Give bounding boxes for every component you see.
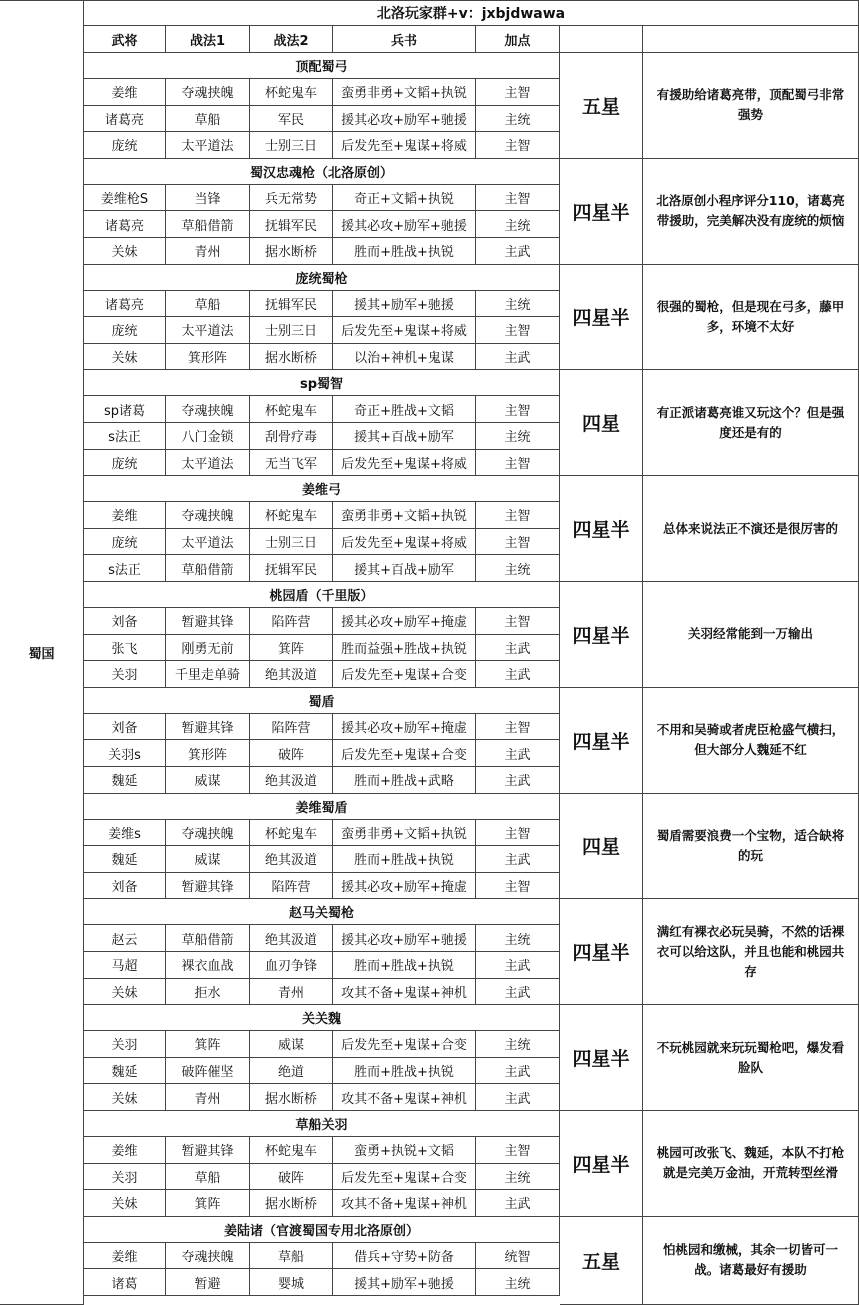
comment-cell: 不用和吴骑或者虎臣枪盛气横扫，但大部分人魏延不红	[643, 688, 859, 794]
tactic2-cell: 箕阵	[250, 635, 333, 662]
general-cell: 关妹	[84, 238, 166, 265]
tactic1-cell: 箕形阵	[166, 740, 250, 767]
points-cell: 主智	[476, 450, 560, 477]
group-name: 蜀汉忠魂枪（北洛原创）	[84, 159, 560, 185]
tactic2-cell: 据水断桥	[250, 344, 333, 371]
rating-badge: 四星半	[560, 476, 643, 582]
header-tactic1: 战法1	[166, 26, 250, 53]
general-cell: 诸葛亮	[84, 106, 166, 133]
points-cell: 主智	[476, 608, 560, 635]
comment-cell: 关羽经常能到一万输出	[643, 582, 859, 688]
points-cell: 主统	[476, 555, 560, 582]
general-cell: sp诸葛	[84, 396, 166, 423]
group-name: 庞统蜀枪	[84, 265, 560, 291]
points-cell: 主智	[476, 132, 560, 159]
manual-cell: 援其必攻+励军+驰援	[333, 106, 476, 133]
points-cell: 主武	[476, 635, 560, 662]
manual-cell: 援其+励军+驰援	[333, 291, 476, 318]
points-cell: 主武	[476, 1084, 560, 1111]
tactic2-cell: 陷阵营	[250, 714, 333, 741]
manual-cell: 攻其不备+鬼谋+神机	[333, 1084, 476, 1111]
manual-cell: 后发先至+鬼谋+将威	[333, 317, 476, 344]
general-cell: 刘备	[84, 714, 166, 741]
comment-cell: 桃园可改张飞、魏延，本队不打枪就是完美万金油，开荒转型丝滑	[643, 1111, 859, 1217]
header-manual: 兵书	[333, 26, 476, 53]
rating-badge: 四星半	[560, 688, 643, 794]
tactic1-cell: 夺魂挟魄	[166, 820, 250, 847]
tactic1-cell: 夺魂挟魄	[166, 502, 250, 529]
tactic1-cell: 青州	[166, 1084, 250, 1111]
sheet-title: 北洛玩家群+v：jxbjdwawa	[84, 0, 859, 26]
tactic2-cell: 杯蛇鬼车	[250, 1137, 333, 1164]
tactic2-cell: 婴城	[250, 1269, 333, 1296]
points-cell: 主武	[476, 979, 560, 1006]
general-cell: 姜维枪S	[84, 185, 166, 212]
group-name: 草船关羽	[84, 1111, 560, 1137]
group-name: 桃园盾（千里版）	[84, 582, 560, 608]
general-cell: 姜维	[84, 79, 166, 106]
tactic1-cell: 威谋	[166, 846, 250, 873]
tactic2-cell: 陷阵营	[250, 608, 333, 635]
header-general: 武将	[84, 26, 166, 53]
tactic2-cell: 杯蛇鬼车	[250, 502, 333, 529]
manual-cell: 奇正+胜战+文韬	[333, 396, 476, 423]
manual-cell: 蛮勇非勇+文韬+执锐	[333, 502, 476, 529]
manual-cell: 援其必攻+励军+驰援	[333, 211, 476, 238]
manual-cell: 援其必攻+励军+驰援	[333, 925, 476, 952]
points-cell: 主智	[476, 317, 560, 344]
group-name: 关关魏	[84, 1005, 560, 1031]
general-cell: 关羽	[84, 661, 166, 688]
tactic2-cell: 绝其汲道	[250, 925, 333, 952]
general-cell: 张飞	[84, 635, 166, 662]
tactic1-cell: 箕阵	[166, 1031, 250, 1058]
tactic1-cell: 草船借箭	[166, 925, 250, 952]
manual-cell: 蛮勇非勇+文韬+执锐	[333, 820, 476, 847]
group-name: 蜀盾	[84, 688, 560, 714]
tactic1-cell: 草船借箭	[166, 211, 250, 238]
rating-badge: 五星	[560, 1217, 643, 1305]
rating-badge: 四星半	[560, 159, 643, 265]
tactic1-cell: 拒水	[166, 979, 250, 1006]
comment-cell: 怕桃园和缴械，其余一切皆可一战。诸葛最好有援助	[643, 1217, 859, 1305]
comment-cell: 蜀盾需要浪费一个宝物，适合缺将的玩	[643, 794, 859, 900]
tactic2-cell: 血刃争锋	[250, 952, 333, 979]
manual-cell: 援其必攻+励军+掩虚	[333, 714, 476, 741]
tactic1-cell: 草船	[166, 1164, 250, 1191]
tactic2-cell: 士别三日	[250, 317, 333, 344]
tactic2-cell: 破阵	[250, 1164, 333, 1191]
tactic2-cell: 无当飞军	[250, 450, 333, 477]
manual-cell: 奇正+文韬+执锐	[333, 185, 476, 212]
rating-badge: 四星	[560, 794, 643, 900]
manual-cell: 后发先至+鬼谋+合变	[333, 1164, 476, 1191]
rating-badge: 四星半	[560, 582, 643, 688]
manual-cell: 胜而+胜战+执锐	[333, 238, 476, 265]
manual-cell: 胜而+胜战+执锐	[333, 1058, 476, 1085]
manual-cell: 后发先至+鬼谋+将威	[333, 529, 476, 556]
tactic1-cell: 暂避其锋	[166, 608, 250, 635]
general-cell: s法正	[84, 555, 166, 582]
manual-cell: 胜而+胜战+执锐	[333, 952, 476, 979]
manual-cell: 援其+百战+励军	[333, 423, 476, 450]
group-name: 赵马关蜀枪	[84, 899, 560, 925]
general-cell: 关妹	[84, 344, 166, 371]
general-cell: 诸葛亮	[84, 291, 166, 318]
comment-cell: 不玩桃园就来玩玩蜀枪吧，爆发看脸队	[643, 1005, 859, 1111]
tactic1-cell: 太平道法	[166, 317, 250, 344]
tactic1-cell: 太平道法	[166, 450, 250, 477]
points-cell: 主武	[476, 1058, 560, 1085]
comment-cell: 很强的蜀枪，但是现在弓多，藤甲多，环境不太好	[643, 265, 859, 371]
general-cell: 诸葛亮	[84, 211, 166, 238]
general-cell: 姜维	[84, 502, 166, 529]
group-name: 姜维蜀盾	[84, 794, 560, 820]
tactic2-cell: 陷阵营	[250, 873, 333, 900]
general-cell: 魏延	[84, 767, 166, 794]
general-cell: 关妹	[84, 1190, 166, 1217]
tactic1-cell: 威谋	[166, 767, 250, 794]
manual-cell: 援其+百战+励军	[333, 555, 476, 582]
tactic2-cell: 绝道	[250, 1058, 333, 1085]
tactic2-cell: 青州	[250, 979, 333, 1006]
manual-cell: 后发先至+鬼谋+合变	[333, 740, 476, 767]
points-cell: 主统	[476, 1164, 560, 1191]
points-cell: 主智	[476, 1137, 560, 1164]
manual-cell: 以治+神机+鬼谋	[333, 344, 476, 371]
tactic2-cell: 兵无常势	[250, 185, 333, 212]
comment-cell: 满红有裸衣必玩吴骑，不然的话裸衣可以给这队，并且也能和桃园共存	[643, 899, 859, 1005]
manual-cell: 胜而+胜战+武略	[333, 767, 476, 794]
tactic1-cell: 裸衣血战	[166, 952, 250, 979]
tactic1-cell: 破阵催坚	[166, 1058, 250, 1085]
points-cell: 主智	[476, 820, 560, 847]
group-name: sp蜀智	[84, 370, 560, 396]
group-name: 顶配蜀弓	[84, 53, 560, 79]
points-cell: 主智	[476, 185, 560, 212]
manual-cell: 后发先至+鬼谋+合变	[333, 1031, 476, 1058]
tactic1-cell: 太平道法	[166, 132, 250, 159]
rating-badge: 四星半	[560, 265, 643, 371]
tactic1-cell: 箕形阵	[166, 344, 250, 371]
tactic2-cell: 杯蛇鬼车	[250, 79, 333, 106]
tactic1-cell: 刚勇无前	[166, 635, 250, 662]
comment-cell: 总体来说法正不演还是很厉害的	[643, 476, 859, 582]
rating-badge: 四星半	[560, 899, 643, 1005]
tactic1-cell: 草船	[166, 291, 250, 318]
tactic2-cell: 军民	[250, 106, 333, 133]
tactic2-cell: 抚辑军民	[250, 555, 333, 582]
points-cell: 主统	[476, 291, 560, 318]
points-cell: 统智	[476, 1243, 560, 1270]
general-cell: 马超	[84, 952, 166, 979]
tactic2-cell: 抚辑军民	[250, 211, 333, 238]
general-cell: 庞统	[84, 529, 166, 556]
general-cell: 庞统	[84, 317, 166, 344]
tactic2-cell: 杯蛇鬼车	[250, 820, 333, 847]
tactic1-cell: 草船	[166, 106, 250, 133]
points-cell: 主武	[476, 344, 560, 371]
points-cell: 主统	[476, 925, 560, 952]
manual-cell: 攻其不备+鬼谋+神机	[333, 979, 476, 1006]
points-cell: 主武	[476, 740, 560, 767]
manual-cell: 攻其不备+鬼谋+神机	[333, 1190, 476, 1217]
country-label: 蜀国	[0, 0, 84, 1305]
points-cell: 主武	[476, 238, 560, 265]
tactic2-cell: 绝其汲道	[250, 661, 333, 688]
points-cell: 主智	[476, 79, 560, 106]
tactic1-cell: 草船借箭	[166, 555, 250, 582]
points-cell: 主武	[476, 952, 560, 979]
points-cell: 主武	[476, 1190, 560, 1217]
general-cell: 关妹	[84, 979, 166, 1006]
comment-cell: 有援助给诸葛亮带，顶配蜀弓非常强势	[643, 53, 859, 159]
tactic2-cell: 据水断桥	[250, 1084, 333, 1111]
general-cell: 诸葛	[84, 1269, 166, 1296]
tactic2-cell: 破阵	[250, 740, 333, 767]
points-cell: 主武	[476, 767, 560, 794]
tactic2-cell: 刮骨疗毒	[250, 423, 333, 450]
manual-cell: 后发先至+鬼谋+将威	[333, 132, 476, 159]
points-cell: 主统	[476, 211, 560, 238]
tactic2-cell: 士别三日	[250, 132, 333, 159]
tactic2-cell: 绝其汲道	[250, 767, 333, 794]
general-cell: 赵云	[84, 925, 166, 952]
manual-cell: 胜而+胜战+执锐	[333, 846, 476, 873]
header-blank-comment	[643, 26, 859, 53]
general-cell: 关羽	[84, 1031, 166, 1058]
tactic2-cell: 据水断桥	[250, 238, 333, 265]
tactic2-cell: 杯蛇鬼车	[250, 396, 333, 423]
general-cell: 姜维s	[84, 820, 166, 847]
points-cell: 主统	[476, 106, 560, 133]
general-cell: 姜维	[84, 1137, 166, 1164]
general-cell: 庞统	[84, 132, 166, 159]
general-cell: 刘备	[84, 873, 166, 900]
manual-cell: 后发先至+鬼谋+合变	[333, 661, 476, 688]
header-blank-rating	[560, 26, 643, 53]
group-name: 姜陆诸（官渡蜀国专用北洛原创）	[84, 1217, 560, 1243]
manual-cell: 借兵+守势+防备	[333, 1243, 476, 1270]
tactic1-cell: 当锋	[166, 185, 250, 212]
comment-cell: 北洛原创小程序评分110，诸葛亮带援助，完美解决没有庞统的烦恼	[643, 159, 859, 265]
points-cell: 主武	[476, 846, 560, 873]
general-cell: 魏延	[84, 846, 166, 873]
points-cell: 主智	[476, 502, 560, 529]
general-cell: 庞统	[84, 450, 166, 477]
manual-cell: 援其+励军+驰援	[333, 1269, 476, 1296]
rating-badge: 四星	[560, 370, 643, 476]
tactic2-cell: 据水断桥	[250, 1190, 333, 1217]
general-cell: 刘备	[84, 608, 166, 635]
tactic1-cell: 太平道法	[166, 529, 250, 556]
tactic1-cell: 八门金锁	[166, 423, 250, 450]
tactic2-cell: 抚辑军民	[250, 291, 333, 318]
tactic1-cell: 夺魂挟魄	[166, 79, 250, 106]
comment-cell: 有正派诸葛亮谁又玩这个？但是强度还是有的	[643, 370, 859, 476]
tactic1-cell: 夺魂挟魄	[166, 396, 250, 423]
rating-badge: 五星	[560, 53, 643, 159]
manual-cell: 援其必攻+励军+掩虚	[333, 873, 476, 900]
points-cell: 主统	[476, 1031, 560, 1058]
points-cell: 主智	[476, 873, 560, 900]
manual-cell: 援其必攻+励军+掩虚	[333, 608, 476, 635]
general-cell: 关羽s	[84, 740, 166, 767]
tactic1-cell: 千里走单骑	[166, 661, 250, 688]
header-tactic2: 战法2	[250, 26, 333, 53]
general-cell: 魏延	[84, 1058, 166, 1085]
tactic1-cell: 暂避其锋	[166, 873, 250, 900]
tactic2-cell: 威谋	[250, 1031, 333, 1058]
tactic1-cell: 暂避	[166, 1269, 250, 1296]
tactic1-cell: 箕阵	[166, 1190, 250, 1217]
points-cell: 主智	[476, 529, 560, 556]
points-cell: 主智	[476, 396, 560, 423]
tactic2-cell: 草船	[250, 1243, 333, 1270]
manual-cell: 蛮勇非勇+文韬+执锐	[333, 79, 476, 106]
rating-badge: 四星半	[560, 1005, 643, 1111]
points-cell: 主武	[476, 661, 560, 688]
header-points: 加点	[476, 26, 560, 53]
tactic2-cell: 士别三日	[250, 529, 333, 556]
manual-cell: 胜而益强+胜战+执锐	[333, 635, 476, 662]
group-name: 姜维弓	[84, 476, 560, 502]
tactic1-cell: 夺魂挟魄	[166, 1243, 250, 1270]
manual-cell: 蛮勇+执锐+文韬	[333, 1137, 476, 1164]
general-cell: 关羽	[84, 1164, 166, 1191]
points-cell: 主统	[476, 1269, 560, 1296]
tactic1-cell: 暂避其锋	[166, 1137, 250, 1164]
rating-badge: 四星半	[560, 1111, 643, 1217]
points-cell: 主智	[476, 714, 560, 741]
tactic1-cell: 暂避其锋	[166, 714, 250, 741]
general-cell: s法正	[84, 423, 166, 450]
points-cell: 主统	[476, 423, 560, 450]
tactic1-cell: 青州	[166, 238, 250, 265]
general-cell: 姜维	[84, 1243, 166, 1270]
general-cell: 关妹	[84, 1084, 166, 1111]
tactic2-cell: 绝其汲道	[250, 846, 333, 873]
manual-cell: 后发先至+鬼谋+将威	[333, 450, 476, 477]
